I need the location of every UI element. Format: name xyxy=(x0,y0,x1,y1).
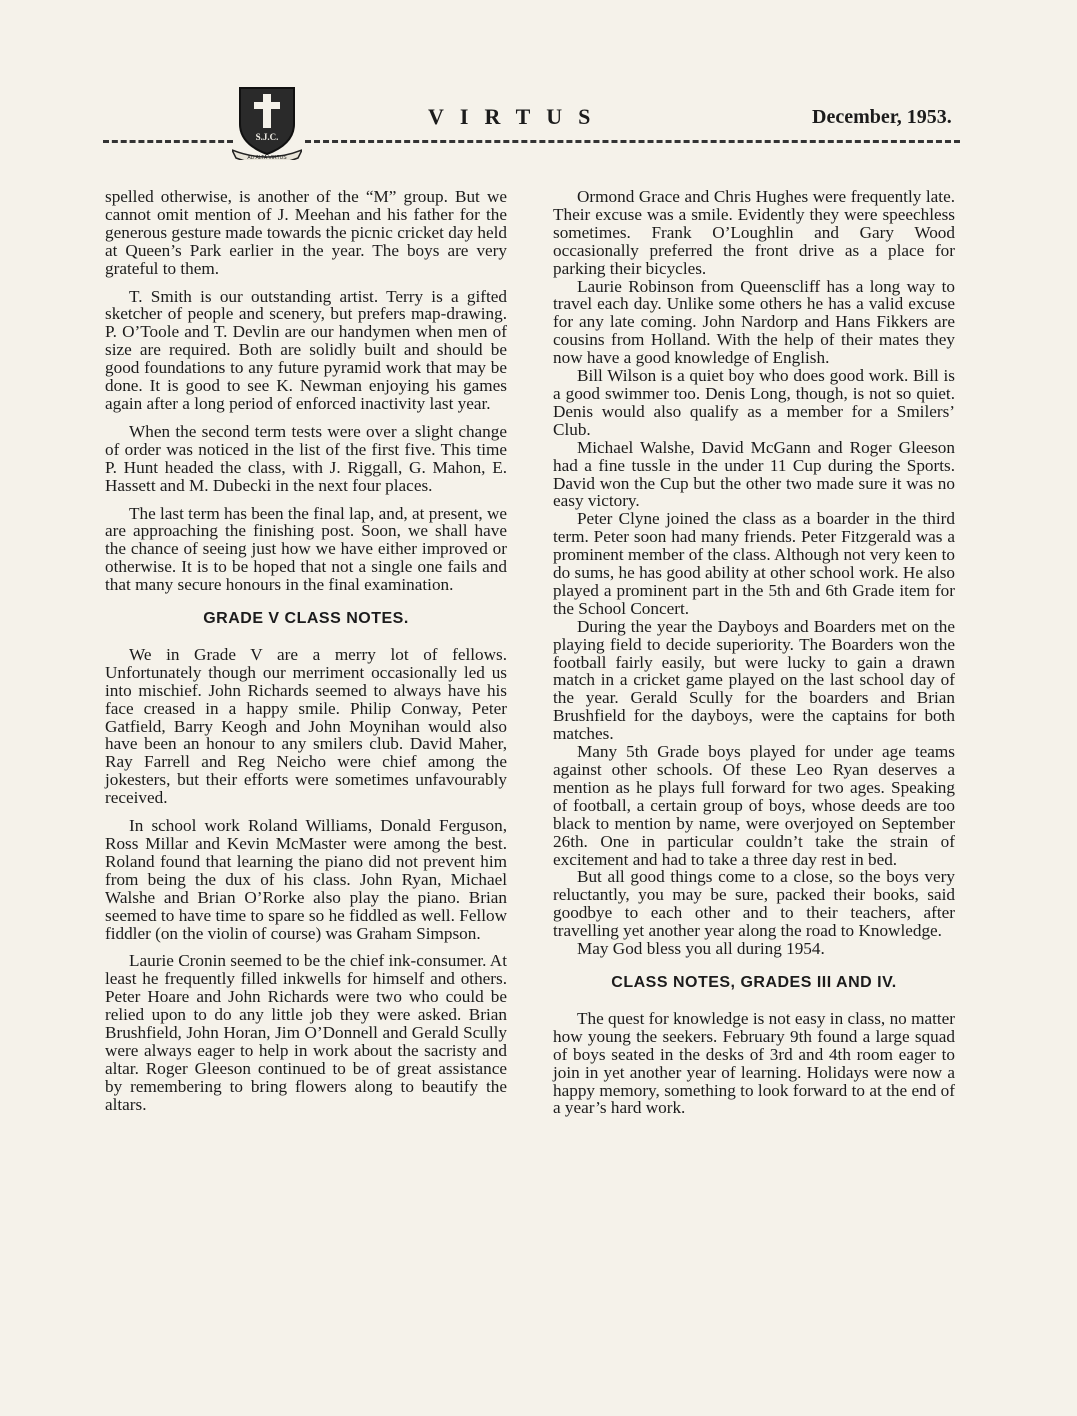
paragraph: In school work Roland Williams, Donald Ferguson, Ross Millar and Kevin McMaster were among the best. Roland found that learning the piano did not prevent him from being the dux of his class. John Ryan, Michael Walshe and Brian O’Rorke also play the piano. Brian seemed to have time to spare so he fiddled as well. Fellow fiddler (on the violin of course) was Graham Simpson. xyxy=(105,816,507,943)
issue-date: December, 1953. xyxy=(812,106,952,128)
header-rule-left xyxy=(103,140,233,143)
paragraph: We in Grade V are a merry lot of fellows. Unfortunately though our merriment occasionally led us into mischief. John Richards seemed to always have his face creased in a happy smile. Philip Conway, Peter Gatfield, Barry Keogh and John Moynihan would also have been an honour to any smilers club. David Maher, Ray Farrell and Reg Neicho were chief among the jokesters, but their efforts were sometimes unfavourably received. xyxy=(105,644,507,808)
paragraph: Ormond Grace and Chris Hughes were frequently late. Their excuse was a smile. Evidently they were speechless sometimes. Frank O’Loughlin and Gary Wood occasionally preferred the front drive as a place for parking their bicycles. xyxy=(553,187,955,278)
right-column xyxy=(553,188,955,1127)
page-header xyxy=(0,0,1077,170)
paragraph: During the year the Dayboys and Boarders met on the playing field to decide superiority. The Boarders won the football fairly easily, but were lucky to gain a drawn match in a cricket game played on the last school day of the year. Gerald Scully for the boarders and Brian Brushfield for the dayboys, were the captains for both matches. xyxy=(553,616,955,744)
paragraph: Bill Wilson is a quiet boy who does good work. Bill is a good swimmer too. Denis Long, though, is not so quiet. Denis would also qualify as a member for a Smilers’ Club. xyxy=(553,366,955,439)
masthead-title: VIRTUS xyxy=(428,104,607,129)
paragraph: spelled otherwise, is another of the “M” group. But we cannot omit mention of J. Meehan and his father for the generous gesture made towards the picnic cricket day held at Queen’s Park earlier in the year. The boys are very grateful to them. xyxy=(105,187,507,278)
paragraph: When the second term tests were over a slight change of order was noticed in the list of the first five. This time P. Hunt headed the class, with J. Riggall, G. Mahon, E. Hassett and M. Dubecki in the next four places. xyxy=(105,421,507,495)
crest-initials: S.J.C. xyxy=(255,132,279,142)
paragraph: Laurie Cronin seemed to be the chief ink-consumer. At least he frequently filled inkwells for himself and others. Peter Hoare and John Richards were two who could be relied upon to do any little job they were asked. Brian Brushfield, John Horan, Jim O’Donnell and Gerald Scully were always eager to help in work about the sacristy and altar. Roger Gleeson continued to be of great assistance by remembering to bring flowers along to beautify the altars. xyxy=(105,951,507,1114)
crest-motto: AD ALTA VIRTUS xyxy=(247,155,287,160)
paragraph: The last term has been the final lap, and, at present, we are approaching the finishing post. Soon, we shall have the chance of seeing just how we have either improved or otherwise. It is to be hoped that not a single one fails and that many secure honours in the final examination. xyxy=(105,503,507,595)
school-crest-icon xyxy=(232,84,302,160)
left-column xyxy=(105,188,507,1124)
paragraph: The quest for knowledge is not easy in class, no matter how young the seekers. February 9th found a large squad of boys seated in the desks of 3rd and 4th room eager to join in yet another year of learning. Holidays were now a happy memory, something to look forward to at the end of a year’s hard work. xyxy=(553,1008,955,1118)
paragraph: Michael Walshe, David McGann and Roger Gleeson had a fine tussle in the under 11 Cup during the Sports. David won the Cup but the other two made sure it was no easy victory. xyxy=(553,437,955,511)
paragraph: Laurie Robinson from Queenscliff has a long way to travel each day. Unlike some others he has a valid excuse for any late coming. John Nardorp and Hans Fikkers are cousins from Holland. With the help of their mates they now have a good knowledge of English. xyxy=(553,276,955,368)
paragraph: But all good things come to a close, so the boys very reluctantly, you may be sure, packed their books, said goodbye to each other and to their teachers, after travelling yet another year along the road to Knowledge. xyxy=(553,867,955,941)
paragraph: Peter Clyne joined the class as a boarder in the third term. Peter soon had many friends. Peter Fitzgerald was a prominent member of the class. Although not very keen to do sums, he has good ability at other school work. He also played a prominent part in the 5th and 6th Grade item for the School Concert. xyxy=(553,509,955,618)
section-heading: CLASS NOTES, GRADES III AND IV. xyxy=(611,973,897,991)
section-heading: GRADE V CLASS NOTES. xyxy=(203,610,409,628)
header-rule-right xyxy=(305,140,960,143)
paragraph: Many 5th Grade boys played for under age teams against other schools. Of these Leo Ryan deserves a mention as he plays full forward for two ages. Speaking of football, a certain group of boys, whose deeds are too black to mention by name, were overjoyed on September 26th. One in particular couldn’t take the strain of excitement and had to take a three day rest in bed. xyxy=(553,742,955,869)
paragraph: May God bless you all during 1954. xyxy=(577,939,825,959)
paragraph: T. Smith is our outstanding artist. Terry is a gifted sketcher of people and scenery, but prefers map-drawing. P. O’Toole and T. Devlin are our handymen when men of size are required. Both are solidly built and should be good foundations to any future pyramid work that may be done. It is good to see K. Newman enjoying his games again after a long period of enforced inactivity last year. xyxy=(105,286,507,413)
